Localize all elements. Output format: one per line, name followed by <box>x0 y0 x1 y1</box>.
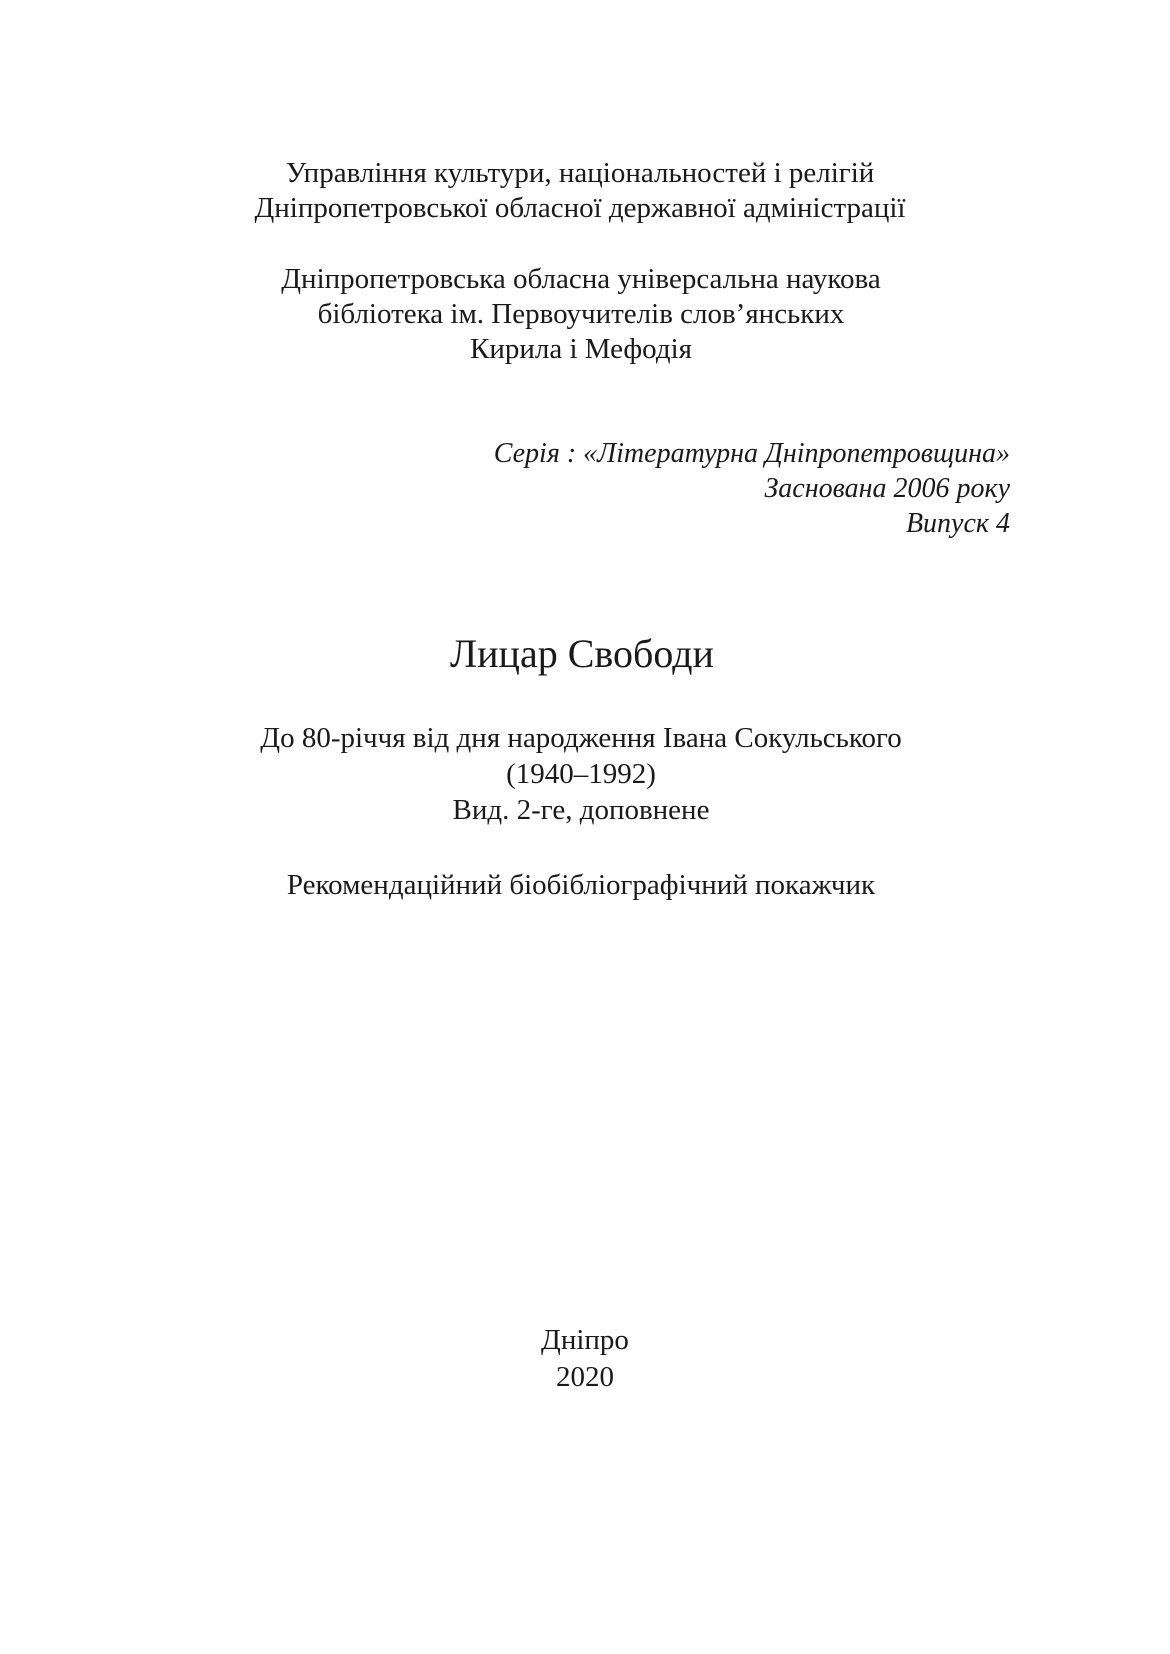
imprint-block <box>0 1322 1170 1396</box>
edition-line: Вид. 2-ге, доповнене <box>452 794 710 826</box>
document-type: Рекомендаційний біобібліографічний покажчик <box>286 869 876 901</box>
library-block <box>0 262 1166 367</box>
imprint-city: Дніпро <box>541 1324 629 1356</box>
subtitle-block <box>0 720 1166 828</box>
book-title: Лицар Свободи <box>450 631 714 676</box>
imprint-year: 2020 <box>556 1361 614 1393</box>
series-issue: Випуск 4 <box>905 508 1010 539</box>
years-line: (1940–1992) <box>506 758 656 790</box>
title-block <box>0 630 1167 678</box>
series-name: Серія : «Літературна Дніпропетровщина» <box>493 438 1010 469</box>
publisher-line-1: Управління культури, національностей і релігій <box>285 157 875 189</box>
series-block <box>494 436 1010 541</box>
series-founded: Заснована 2006 року <box>764 473 1010 504</box>
document-type-block <box>0 868 1166 903</box>
publisher-line-2: Дніпропетровської обласної державної адміністрації <box>254 192 906 224</box>
library-line-3: Кирила і Мефодія <box>469 333 693 365</box>
publisher-block <box>0 156 1165 226</box>
dedication-line: До 80-річчя від дня народження Івана Сокульського <box>260 722 902 754</box>
library-line-2: бібліотека ім. Первоучителів слов’янських <box>317 298 845 330</box>
library-line-1: Дніпропетровська обласна універсальна наукова <box>281 263 881 295</box>
